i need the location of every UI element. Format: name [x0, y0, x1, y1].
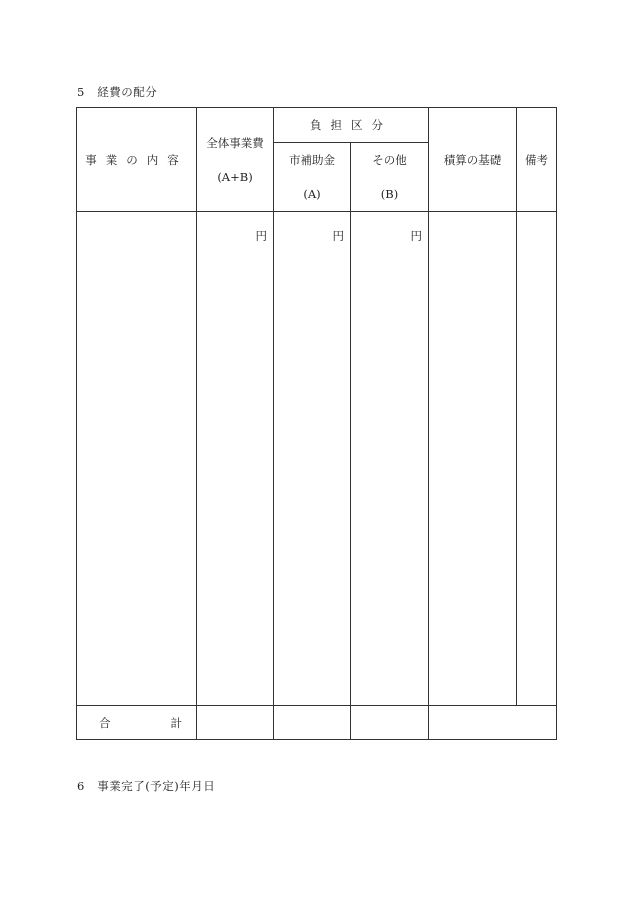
header-city-subsidy-label: 市補助金 [289, 153, 335, 167]
total-label-left: 合 [99, 715, 111, 730]
section-6-number: 6 [77, 779, 85, 793]
total-label-right: 計 [170, 715, 182, 730]
cell-remarks[interactable] [517, 212, 557, 706]
header-remarks: 備考 [517, 108, 557, 212]
body-row [77, 212, 557, 706]
total-other[interactable] [351, 706, 429, 740]
header-row-1 [77, 108, 557, 143]
unit-yen-total: 円 [255, 229, 267, 243]
header-total-cost-sub: (A+B) [217, 169, 253, 184]
header-total-cost-label: 全体事業費 [206, 135, 264, 150]
header-other [351, 143, 429, 212]
header-basis: 積算の基礎 [429, 108, 517, 212]
header-burden: 負担区分 [274, 108, 429, 143]
header-total-cost [197, 108, 274, 212]
header-other-sub: (B) [380, 187, 399, 201]
cell-basis[interactable] [429, 212, 517, 706]
total-city-subsidy[interactable] [274, 706, 351, 740]
total-label [77, 706, 197, 740]
cell-city-subsidy[interactable] [274, 212, 351, 706]
header-other-label: その他 [372, 153, 407, 167]
section-5-title: 経費の配分 [97, 85, 158, 99]
budget-table [76, 107, 557, 740]
total-row [77, 706, 557, 740]
cell-other[interactable] [351, 212, 429, 706]
cell-content[interactable] [77, 212, 197, 706]
section-5-number: 5 [77, 85, 85, 99]
unit-yen-other: 円 [410, 229, 422, 243]
cell-total-cost[interactable] [197, 212, 274, 706]
header-content: 事業の内容 [77, 108, 197, 212]
section-6-heading [77, 778, 215, 794]
section-5-heading [77, 84, 157, 100]
header-city-subsidy [274, 143, 351, 212]
unit-yen-subsidy: 円 [332, 229, 344, 243]
header-city-subsidy-sub: (A) [303, 187, 321, 201]
total-total-cost[interactable] [197, 706, 274, 740]
total-basis-remarks[interactable] [429, 706, 557, 740]
section-6-title: 事業完了(予定)年月日 [97, 779, 216, 793]
